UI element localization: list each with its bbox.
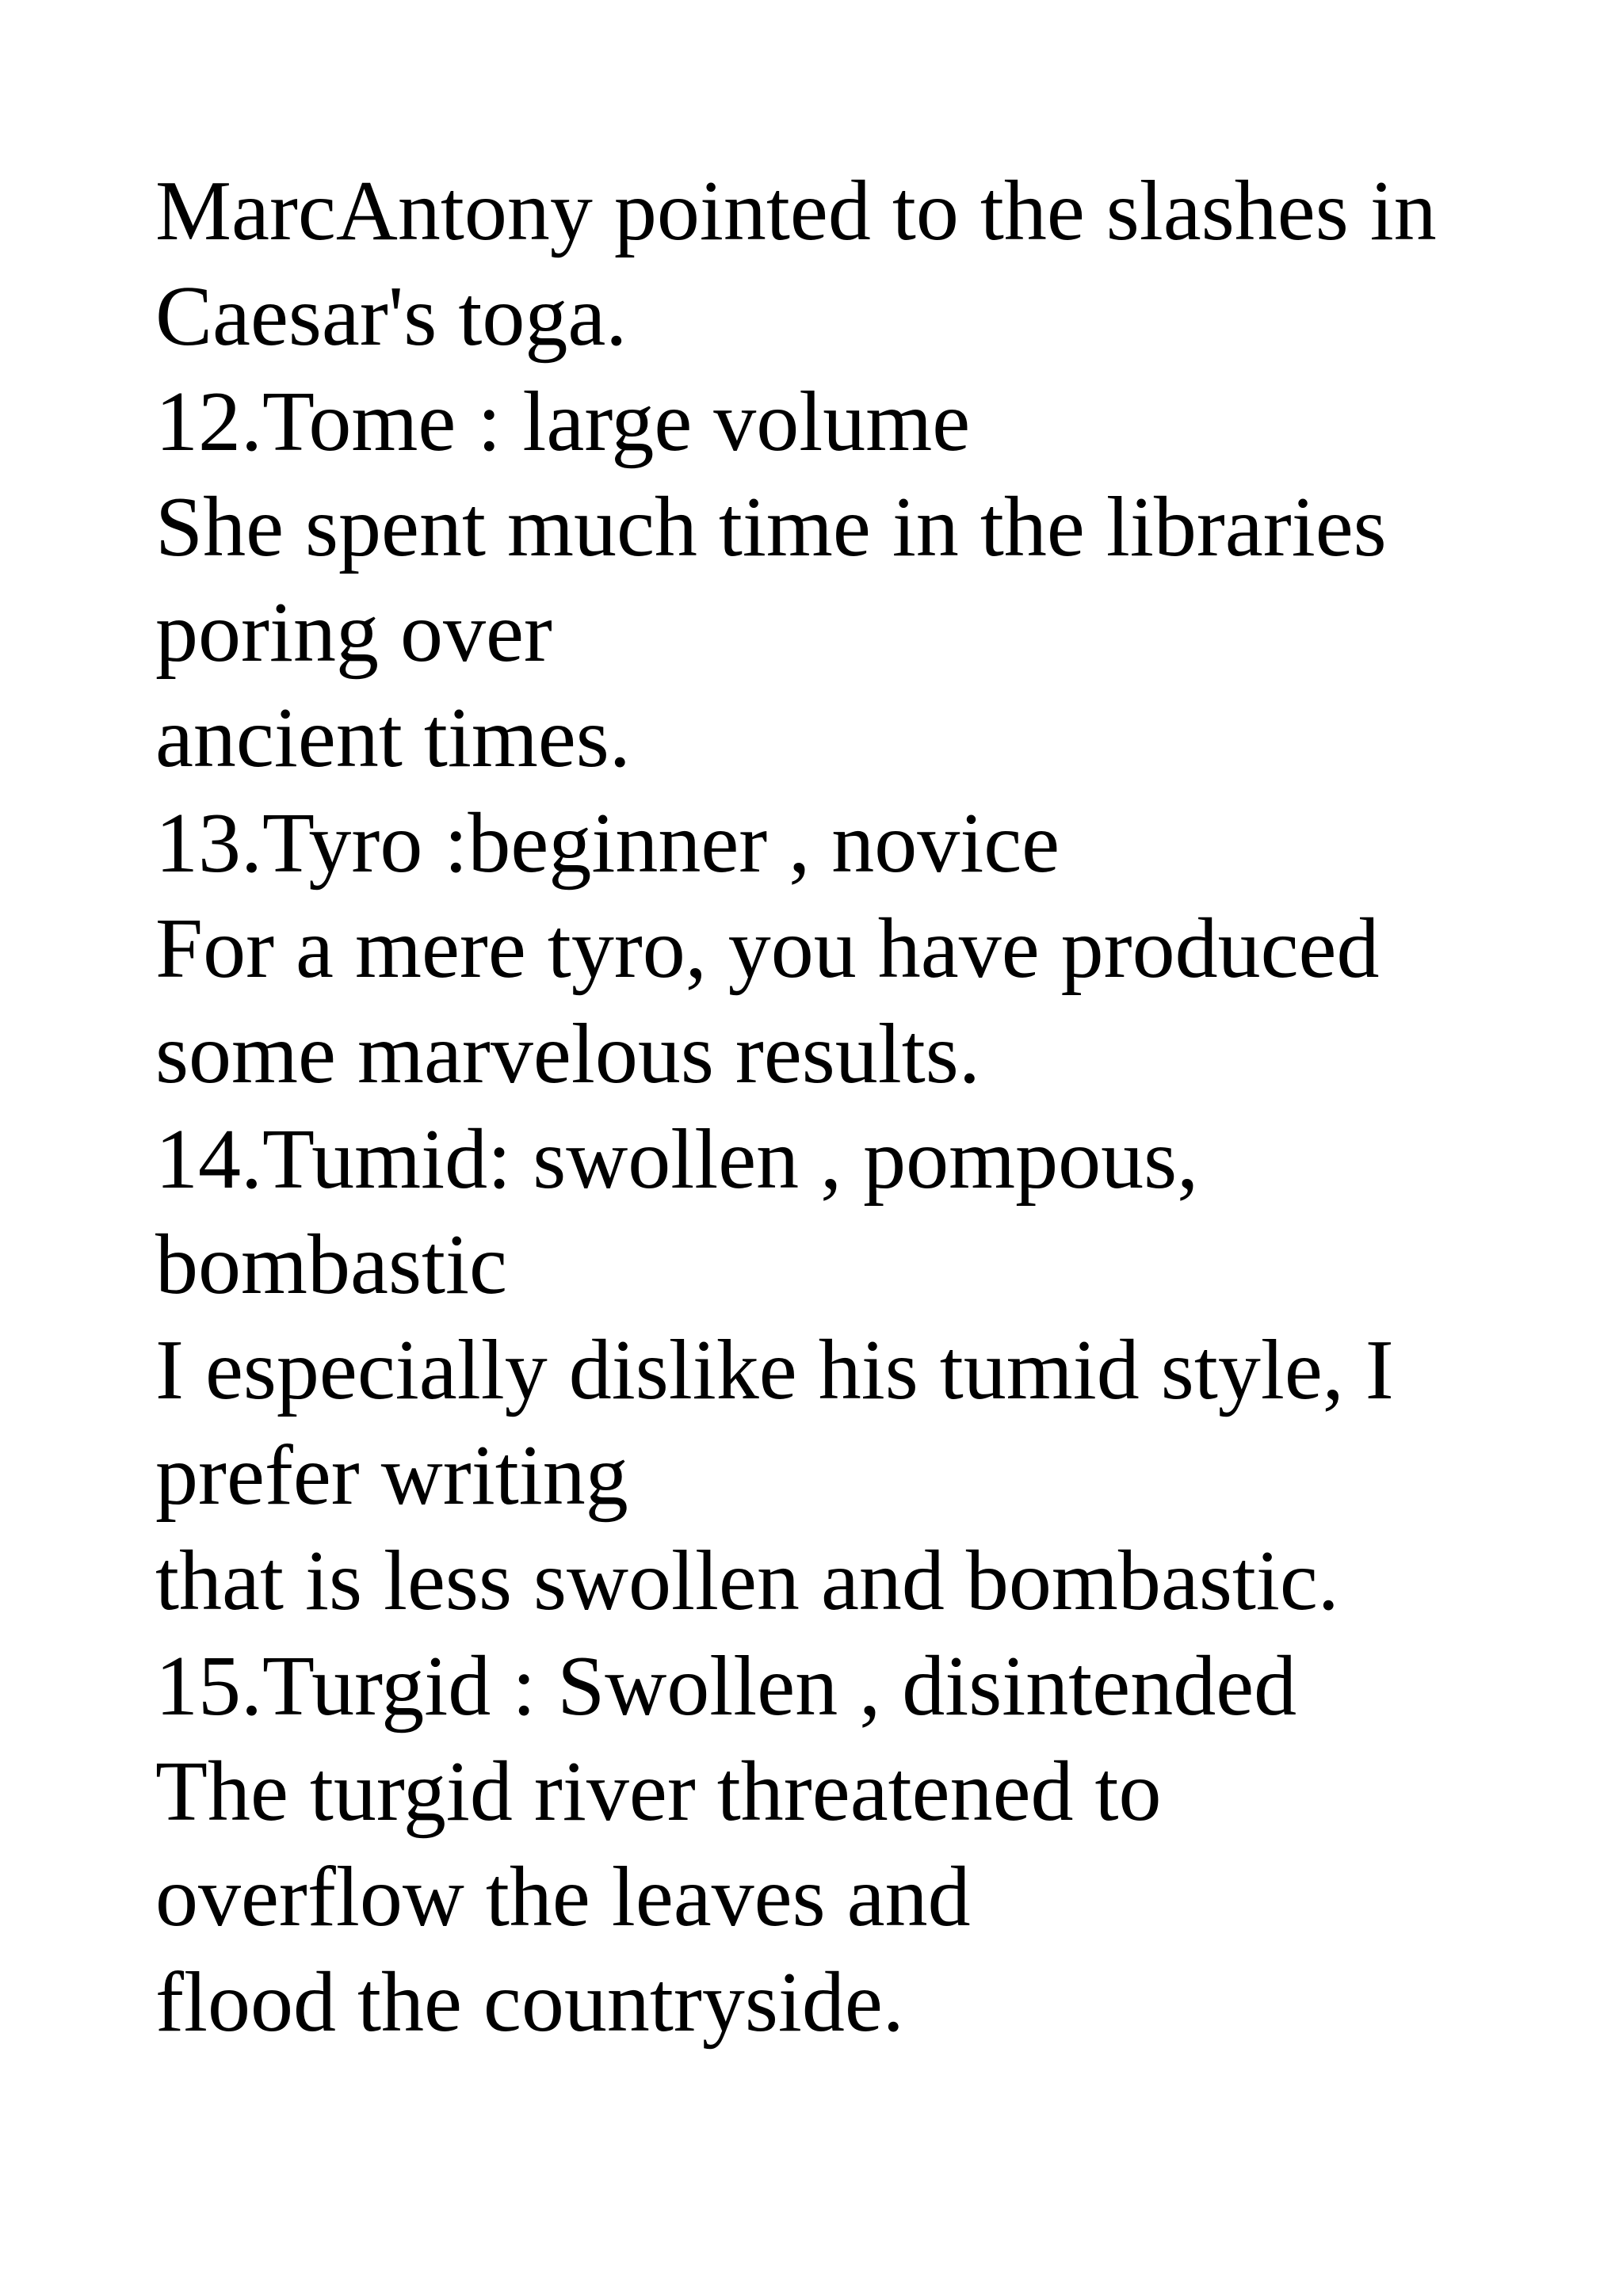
text-line: She spent much time in the libraries xyxy=(155,480,1387,574)
text-line: The turgid river threatened to xyxy=(155,1745,1162,1839)
text-line: ancient times. xyxy=(155,691,631,785)
entry-heading-tyro: 13.Tyro :beginner , novice xyxy=(155,796,1060,891)
text-line: MarcAntony pointed to the slashes in xyxy=(155,164,1437,258)
text-line: overflow the leaves and xyxy=(155,1850,971,1944)
text-line: that is less swollen and bombastic. xyxy=(155,1534,1339,1628)
entry-heading-tome: 12.Tome : large volume xyxy=(155,375,971,469)
text-line: For a mere tyro, you have produced xyxy=(155,902,1380,996)
text-line: prefer writing xyxy=(155,1428,628,1523)
text-line: I especially dislike his tumid style, I xyxy=(155,1323,1394,1417)
text-line: some marvelous results. xyxy=(155,1007,980,1101)
entry-heading-turgid: 15.Turgid : Swollen , disintended xyxy=(155,1639,1297,1733)
entry-heading-tumid: 14.Tumid: swollen , pompous, xyxy=(155,1112,1199,1207)
text-line: bombastic xyxy=(155,1218,507,1312)
text-line: poring over xyxy=(155,585,552,680)
document-body xyxy=(155,158,1582,2055)
text-line: flood the countryside. xyxy=(155,1955,904,2050)
text-line: Caesar's toga. xyxy=(155,269,628,364)
